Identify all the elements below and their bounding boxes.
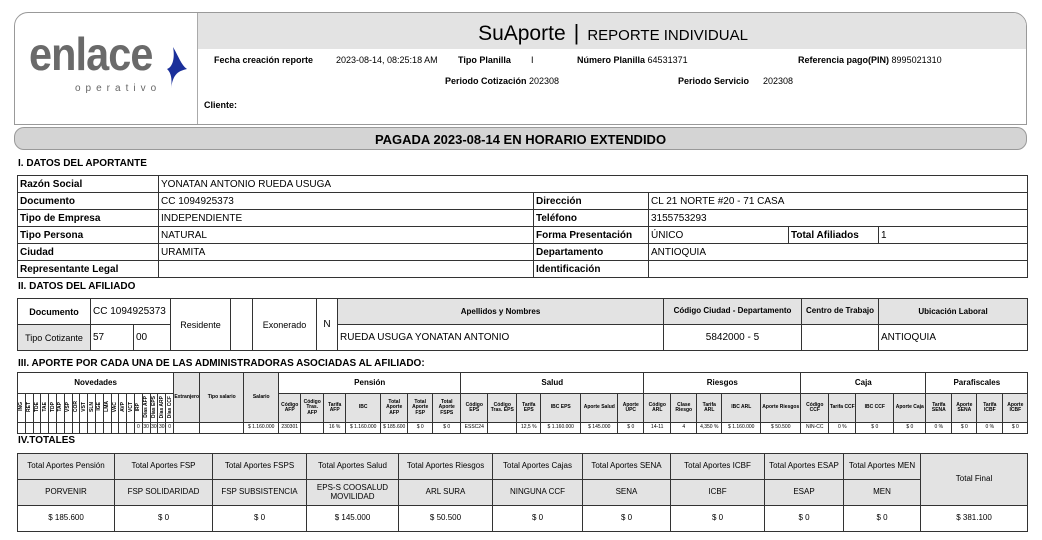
periodo-servicio-value: 202308 — [763, 76, 794, 86]
total-value: $ 0 — [844, 506, 921, 532]
caja-header: IBC CCF — [856, 394, 894, 423]
parafiscales-value: 0 % — [926, 423, 952, 434]
novedad-header — [72, 394, 80, 423]
caja-header: Código CCF — [801, 394, 829, 423]
total-value: $ 50.500 — [399, 506, 493, 532]
novedad-header-label: Días ARP — [158, 395, 165, 418]
logo-word: enlace — [29, 28, 153, 80]
novedad-header — [127, 394, 135, 423]
representante-value — [159, 261, 534, 278]
documento-value: CC 1094925373 — [159, 193, 534, 210]
salud-header: Aporte Salud — [581, 394, 618, 423]
novedad-header-label: TAP — [57, 401, 64, 412]
total-entity: NINGUNA CCF — [493, 480, 583, 506]
total-entity: FSP SUBSISTENCIA — [213, 480, 307, 506]
caja-header: Aporte Caja — [894, 394, 926, 423]
identificacion-value — [649, 261, 1028, 278]
forma-presentacion-label: Forma Presentación — [534, 227, 649, 244]
parafiscales-header: Tarifa SENA — [926, 394, 952, 423]
report-type: REPORTE INDIVIDUAL — [587, 27, 748, 44]
total-label: Total Aportes Riesgos — [399, 454, 493, 480]
forma-presentacion-value: ÚNICO — [649, 227, 789, 244]
salud-value: ESSC24 — [461, 423, 488, 434]
direccion-value: CL 21 NORTE #20 - 71 CASA — [649, 193, 1028, 210]
direccion-label: Dirección — [534, 193, 649, 210]
novedad-header — [49, 394, 57, 423]
tipo-planilla-label: Tipo Planilla — [458, 55, 511, 65]
logo-subtitle: operativo — [75, 83, 162, 94]
novedad-header — [103, 394, 111, 423]
salud-header: Tarifa EPS — [517, 394, 541, 423]
riesgos-header: IBC ARL — [722, 394, 761, 423]
novedad-value — [49, 423, 57, 434]
pension-value: $ 185.600 — [381, 423, 408, 434]
general-value: $ 1.160.000 — [244, 423, 279, 434]
pension-header: Total Aporte FSP — [408, 394, 433, 423]
novedad-value: 0 — [134, 423, 142, 434]
pension-header: Código Tras. AFP — [301, 394, 324, 423]
total-label: Total Aportes MEN — [844, 454, 921, 480]
novedad-header-label: AVP — [119, 401, 126, 412]
caja-value: NIN-CC — [801, 423, 829, 434]
total-final-label: Total Final — [921, 454, 1028, 506]
salud-value: $ 145.000 — [581, 423, 618, 434]
section-afiliado-title: II. DATOS DEL AFILIADO — [18, 281, 136, 292]
section-aportes-title: III. APORTE POR CADA UNA DE LAS ADMINISTRADORAS ASOCIADAS AL AFILIADO: — [18, 358, 425, 369]
novedad-header-label: IRP — [135, 402, 142, 411]
residente-value — [231, 299, 253, 351]
total-entity: FSP SOLIDARIDAD — [115, 480, 213, 506]
total-label: Total Aportes Pensión — [18, 454, 115, 480]
total-label: Total Aportes SENA — [583, 454, 671, 480]
total-entity: ESAP — [765, 480, 844, 506]
riesgos-value: 14-11 — [644, 423, 671, 434]
novedad-header-label: TDE — [33, 401, 40, 412]
salud-value: $ 0 — [618, 423, 644, 434]
novedad-header — [111, 394, 119, 423]
periodo-cotizacion: Periodo Cotización 202308 — [445, 76, 560, 86]
salud-header: IBC EPS — [541, 394, 581, 423]
pension-header: Código AFP — [279, 394, 301, 423]
novedad-value — [80, 423, 88, 434]
novedad-header-label: Días EPS — [150, 395, 157, 418]
riesgos-value: $ 50.500 — [761, 423, 801, 434]
subtipo-cotizante-value: 00 — [134, 325, 171, 351]
total-label: Total Aportes ESAP — [765, 454, 844, 480]
tipo-planilla-value: I — [531, 55, 534, 65]
representante-label: Representante Legal — [18, 261, 159, 278]
novedad-header-label: RET — [26, 401, 33, 412]
total-entity: SENA — [583, 480, 671, 506]
novedad-value — [95, 423, 103, 434]
tipo-persona-label: Tipo Persona — [18, 227, 159, 244]
group-salud: Salud — [461, 373, 644, 394]
razon-value: YONATAN ANTONIO RUEDA USUGA — [159, 176, 1028, 193]
novedad-header — [134, 394, 142, 423]
total-value: $ 0 — [765, 506, 844, 532]
app-name: SuAporte — [478, 22, 566, 45]
tipo-cotizante-value: 57 — [91, 325, 134, 351]
pension-value: 16 % — [324, 423, 346, 434]
novedad-header-label: SLN — [88, 401, 95, 412]
parafiscales-value: $ 0 — [1003, 423, 1028, 434]
numero-planilla: Número Planilla 64531371 — [577, 55, 688, 65]
total-label: Total Aportes FSPS — [213, 454, 307, 480]
group-novedades: Novedades — [18, 373, 174, 394]
total-label: Total Aportes ICBF — [671, 454, 765, 480]
ubicacion-label: Ubicación Laboral — [879, 299, 1028, 325]
novedad-value: 30 — [142, 423, 150, 434]
caja-value: 0 % — [829, 423, 856, 434]
afiliado-table — [17, 298, 1028, 351]
novedad-header — [25, 394, 33, 423]
caja-value: $ 0 — [856, 423, 894, 434]
novedad-value — [119, 423, 127, 434]
novedad-value — [72, 423, 80, 434]
title-separator: | — [573, 20, 580, 45]
novedad-value — [127, 423, 135, 434]
pension-value — [301, 423, 324, 434]
pension-header: Total Aporte FSPS — [433, 394, 461, 423]
total-value: $ 0 — [583, 506, 671, 532]
parafiscales-header: Aporte SENA — [952, 394, 977, 423]
novedad-header-label: LMA — [104, 401, 111, 413]
section-aportante-title: I. DATOS DEL APORTANTE — [18, 158, 147, 169]
total-entity: ARL SURA — [399, 480, 493, 506]
general-value — [200, 423, 244, 434]
total-afiliados-label: Total Afiliados — [789, 227, 879, 244]
novedad-header-label: TDP — [49, 401, 56, 412]
novedad-header — [56, 394, 64, 423]
group-caja: Caja — [801, 373, 926, 394]
general-header: Tipo salario — [200, 373, 244, 423]
ciudad-value: URAMITA — [159, 244, 534, 261]
fecha-value: 2023-08-14, 08:25:18 AM — [336, 55, 438, 65]
documento-label: Documento — [18, 193, 159, 210]
centro-trabajo-value — [802, 325, 879, 351]
novedad-header — [88, 394, 96, 423]
telefono-value: 3155753293 — [649, 210, 1028, 227]
identificacion-label: Identificación — [534, 261, 649, 278]
section-totales-title: IV.TOTALES — [18, 435, 76, 446]
centro-trabajo-label: Centro de Trabajo — [802, 299, 879, 325]
tipo-empresa-label: Tipo de Empresa — [18, 210, 159, 227]
exonerado-value: N — [317, 299, 338, 351]
salud-header: Aporte UPC — [618, 394, 644, 423]
pension-value: $ 0 — [408, 423, 433, 434]
aportes-table — [17, 372, 1028, 434]
pension-value: 230301 — [279, 423, 301, 434]
novedad-header-label: ING — [18, 402, 25, 412]
riesgos-header: Aporte Riesgos — [761, 394, 801, 423]
total-entity: PORVENIR — [18, 480, 115, 506]
novedad-header-label: VSP — [65, 401, 72, 412]
ciudad-depto-label: Código Ciudad - Departamento — [664, 299, 802, 325]
tipo-empresa-value: INDEPENDIENTE — [159, 210, 534, 227]
pension-header: IBC — [346, 394, 381, 423]
ubicacion-value: ANTIOQUIA — [879, 325, 1028, 351]
nombres-value: RUEDA USUGA YONATAN ANTONIO — [338, 325, 664, 351]
novedad-header — [64, 394, 72, 423]
total-final-value: $ 381.100 — [921, 506, 1028, 532]
salud-value — [488, 423, 517, 434]
novedad-value — [64, 423, 72, 434]
salud-value: $ 1.160.000 — [541, 423, 581, 434]
novedad-header — [119, 394, 127, 423]
riesgos-header: Tarifa ARL — [697, 394, 722, 423]
novedad-header-label: Días CCF — [166, 395, 173, 418]
pension-header: Tarifa AFP — [324, 394, 346, 423]
total-label: Total Aportes Cajas — [493, 454, 583, 480]
total-value: $ 0 — [115, 506, 213, 532]
parafiscales-value: $ 0 — [952, 423, 977, 434]
aportante-table — [17, 175, 1028, 278]
pension-header: Total Aporte AFP — [381, 394, 408, 423]
total-label: Total Aportes Salud — [307, 454, 399, 480]
departamento-value: ANTIOQUIA — [649, 244, 1028, 261]
pension-value: $ 1.160.000 — [346, 423, 381, 434]
novedad-value — [111, 423, 119, 434]
total-value: $ 0 — [493, 506, 583, 532]
salud-header: Código Tras. EPS — [488, 394, 517, 423]
novedad-header — [95, 394, 103, 423]
afiliado-documento-label: Documento — [18, 299, 91, 325]
novedad-header-label: VCT — [127, 401, 134, 412]
caja-header: Tarifa CCF — [829, 394, 856, 423]
enlace-logo — [15, 13, 198, 125]
novedad-value: 30 — [150, 423, 158, 434]
tipo-cotizante-label: Tipo Cotizante — [18, 325, 91, 351]
group-pension: Pensión — [279, 373, 461, 394]
novedad-value: 30 — [158, 423, 166, 434]
report-header — [14, 12, 1027, 125]
residente-label: Residente — [171, 299, 231, 351]
nombres-label: Apellidos y Nombres — [338, 299, 664, 325]
novedad-value — [103, 423, 111, 434]
novedad-value — [18, 423, 26, 434]
parafiscales-value: 0 % — [977, 423, 1003, 434]
exonerado-label: Exonerado — [253, 299, 317, 351]
group-riesgos: Riesgos — [644, 373, 801, 394]
novedad-value — [41, 423, 49, 434]
novedad-value — [33, 423, 41, 434]
novedad-header — [166, 394, 174, 423]
report-title — [198, 13, 1027, 49]
parafiscales-header: Aporte ICBF — [1003, 394, 1028, 423]
afiliado-documento-value: CC 1094925373 — [91, 299, 171, 325]
total-value: $ 0 — [213, 506, 307, 532]
novedad-header — [142, 394, 150, 423]
total-value: $ 145.000 — [307, 506, 399, 532]
salud-value: 12,5 % — [517, 423, 541, 434]
fecha-label: Fecha creación reporte — [214, 55, 314, 65]
logo-swoosh-icon — [165, 43, 191, 93]
novedad-header — [18, 394, 26, 423]
parafiscales-header: Tarifa ICBF — [977, 394, 1003, 423]
ciudad-label: Ciudad — [18, 244, 159, 261]
novedad-value — [25, 423, 33, 434]
salud-header: Código EPS — [461, 394, 488, 423]
caja-value: $ 0 — [894, 423, 926, 434]
novedad-header-label: COR — [72, 401, 79, 413]
novedad-header-label: VAC — [111, 401, 118, 412]
total-label: Total Aportes FSP — [115, 454, 213, 480]
novedad-header — [33, 394, 41, 423]
group-parafiscales: Parafiscales — [926, 373, 1028, 394]
general-value — [174, 423, 200, 434]
total-entity: MEN — [844, 480, 921, 506]
novedad-header-label: TAE — [41, 401, 48, 412]
novedad-header — [150, 394, 158, 423]
riesgos-value: 4,350 % — [697, 423, 722, 434]
payment-status-banner: PAGADA 2023-08-14 EN HORARIO EXTENDIDO — [14, 127, 1027, 150]
novedad-value — [88, 423, 96, 434]
general-header: Salario — [244, 373, 279, 423]
referencia-pago: Referencia pago(PIN) 8995021310 — [798, 55, 942, 65]
total-entity: EPS-S COOSALUD MOVILIDAD — [307, 480, 399, 506]
departamento-label: Departamento — [534, 244, 649, 261]
total-afiliados-value: 1 — [879, 227, 1028, 244]
total-entity: ICBF — [671, 480, 765, 506]
novedad-header — [80, 394, 88, 423]
riesgos-header: Código ARL — [644, 394, 671, 423]
cliente-label: Cliente: — [204, 100, 238, 110]
novedad-header-label: VST — [80, 401, 87, 412]
novedad-header — [158, 394, 166, 423]
pension-value: $ 0 — [433, 423, 461, 434]
general-header: Extranjero — [174, 373, 200, 423]
tipo-persona-value: NATURAL — [159, 227, 534, 244]
total-value: $ 185.600 — [18, 506, 115, 532]
novedad-header-label: IGE — [96, 402, 103, 412]
novedad-value: 0 — [166, 423, 174, 434]
riesgos-header: Clase Riesgo — [671, 394, 697, 423]
novedad-header — [41, 394, 49, 423]
total-value: $ 0 — [671, 506, 765, 532]
telefono-label: Teléfono — [534, 210, 649, 227]
novedad-header-label: Días AFP — [143, 395, 150, 418]
novedad-value — [56, 423, 64, 434]
ciudad-depto-value: 5842000 - 5 — [664, 325, 802, 351]
riesgos-value: $ 1.160.000 — [722, 423, 761, 434]
totales-table — [17, 453, 1028, 532]
riesgos-value: 4 — [671, 423, 697, 434]
razon-label: Razón Social — [18, 176, 159, 193]
periodo-servicio-label: Periodo Servicio — [678, 76, 750, 86]
